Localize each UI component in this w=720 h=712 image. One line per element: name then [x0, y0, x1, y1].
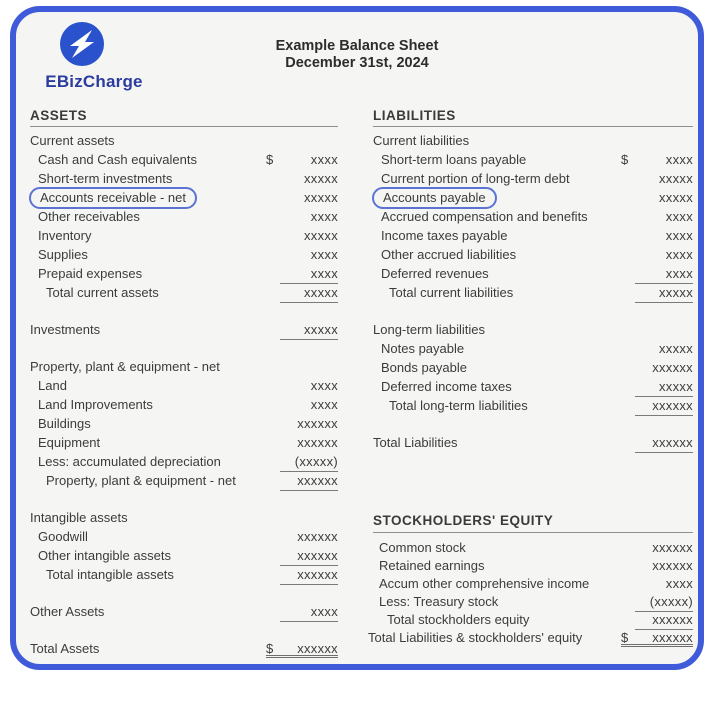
line-item-label: Property, plant & equipment - net — [30, 359, 220, 374]
equity-rows — [368, 539, 693, 647]
line-item-row — [373, 188, 693, 207]
line-item-amount-group — [621, 593, 693, 611]
dollar-sign — [621, 358, 635, 377]
dollar-sign — [266, 226, 280, 245]
line-item-amount-group — [266, 226, 338, 245]
line-item-value: xxxxx — [659, 190, 693, 205]
dollar-sign — [621, 207, 635, 226]
dollar-sign: $ — [266, 641, 274, 656]
line-item-label: Common stock — [379, 540, 466, 555]
line-item-label: Other Assets — [30, 604, 105, 619]
line-item-value — [280, 131, 338, 150]
line-item-label: Retained earnings — [379, 558, 485, 573]
dollar-sign — [266, 207, 280, 226]
line-item-label — [30, 188, 266, 207]
line-item-amount-group — [266, 320, 338, 339]
line-item-amount-group — [266, 546, 338, 565]
line-item-amount-group — [621, 226, 693, 245]
line-item-amount-group — [266, 207, 338, 226]
document-title-line1: Example Balance Sheet — [275, 38, 439, 54]
line-item-amount-group — [266, 433, 338, 452]
line-item-row — [30, 376, 338, 395]
line-item-value: xxxx — [665, 152, 693, 167]
line-item-label: Total current liabilities — [389, 285, 514, 300]
line-item-value: xxxxx — [280, 283, 338, 302]
line-item-value: xxxxx — [280, 320, 338, 339]
line-item-row — [373, 150, 693, 169]
dollar-sign — [266, 508, 280, 527]
line-item-amount-group — [621, 377, 693, 396]
line-item-amount-group — [621, 358, 693, 377]
line-item-row — [373, 377, 693, 396]
line-item-label — [373, 188, 621, 207]
line-item-row — [373, 396, 693, 415]
line-item-label: Short-term loans payable — [381, 152, 527, 167]
line-item-label: Investments — [30, 322, 101, 337]
line-item-value: xxxxxx — [635, 433, 693, 452]
line-item-value: xxxx — [665, 209, 693, 224]
line-item-value: xxxxxx — [280, 565, 338, 584]
line-item-amount-group — [621, 207, 693, 226]
dollar-sign — [266, 395, 280, 414]
line-item-amount-group — [621, 131, 693, 150]
line-item-amount-group — [266, 150, 338, 169]
line-item-value: xxxxxx — [280, 471, 338, 490]
document-title — [16, 38, 698, 72]
liabilities-equity-column — [368, 108, 693, 647]
line-item-row — [30, 452, 338, 471]
dollar-sign — [266, 433, 280, 452]
line-item-row — [30, 131, 338, 150]
line-item-amount-group — [621, 629, 693, 647]
document-title-line2: December 31st, 2024 — [285, 55, 429, 71]
line-item-row — [30, 414, 338, 433]
assets-header: ASSETS — [30, 108, 338, 127]
dollar-sign — [266, 602, 280, 621]
line-item-value: (xxxxx) — [635, 593, 693, 611]
liabilities-rows — [373, 131, 693, 452]
dollar-sign — [621, 188, 635, 207]
line-item-value: xxxx — [310, 378, 338, 393]
dollar-sign — [266, 188, 280, 207]
line-item-value: xxxxxx — [635, 611, 693, 629]
line-item-row — [30, 169, 338, 188]
line-item-amount-group — [266, 471, 338, 490]
line-item-amount-group — [266, 527, 338, 546]
line-item-value — [280, 357, 338, 376]
dollar-sign — [621, 264, 635, 283]
line-item-amount-group — [266, 264, 338, 283]
line-item-row — [373, 539, 693, 557]
dollar-sign: $ — [621, 630, 629, 645]
line-item-label: Current assets — [30, 133, 115, 148]
line-item-value: xxxxxx — [297, 529, 338, 544]
line-item-label: Income taxes payable — [381, 228, 508, 243]
balance-sheet-card — [10, 6, 704, 670]
dollar-sign — [266, 565, 280, 584]
line-item-amount-group — [266, 376, 338, 395]
line-item-label: Other receivables — [38, 209, 140, 224]
dollar-sign — [266, 283, 280, 302]
line-item-amount-group — [266, 169, 338, 188]
dollar-sign — [621, 226, 635, 245]
line-item-label: Notes payable — [381, 341, 465, 356]
line-item-amount-group — [621, 339, 693, 358]
line-item-value: xxxxxx — [652, 558, 693, 573]
dollar-sign: $ — [266, 152, 274, 167]
dollar-sign — [621, 131, 635, 150]
line-item-label: Intangible assets — [30, 510, 128, 525]
line-item-value: xxxxx — [659, 341, 693, 356]
line-item-amount-group — [266, 395, 338, 414]
dollar-sign — [621, 433, 635, 452]
line-item-label: Less: accumulated depreciation — [38, 454, 221, 469]
line-item-label: Goodwill — [38, 529, 88, 544]
line-item-value: xxxxx — [635, 283, 693, 302]
dollar-sign — [266, 471, 280, 490]
line-item-value: xxxxxx — [297, 641, 338, 656]
line-item-value: xxxxxx — [635, 396, 693, 415]
dollar-sign — [621, 377, 635, 396]
line-item-amount-group — [266, 283, 338, 302]
line-item-label: Land Improvements — [38, 397, 153, 412]
line-item-label: Total intangible assets — [46, 567, 174, 582]
dollar-sign — [621, 575, 635, 593]
line-item-row — [373, 611, 693, 629]
line-item-row — [30, 320, 338, 339]
line-item-amount-group — [266, 414, 338, 433]
line-item-value — [280, 508, 338, 527]
line-item-label: Total Liabilities — [373, 435, 458, 450]
line-item-row — [373, 593, 693, 611]
line-item-amount-group — [266, 639, 338, 658]
line-item-amount-group — [266, 565, 338, 584]
line-item-label: Inventory — [38, 228, 92, 243]
dollar-sign — [621, 593, 635, 611]
line-item-amount-group — [621, 169, 693, 188]
dollar-sign — [621, 283, 635, 302]
line-item-amount-group — [621, 150, 693, 169]
dollar-sign — [266, 264, 280, 283]
line-item-row — [373, 283, 693, 302]
line-item-label: Land — [38, 378, 67, 393]
circled-annotation: Accounts receivable - net — [29, 187, 197, 209]
line-item-row — [373, 207, 693, 226]
line-item-amount-group — [621, 320, 693, 339]
line-item-row — [373, 433, 693, 452]
line-item-amount-group — [621, 611, 693, 629]
line-item-row — [30, 546, 338, 565]
line-item-value: xxxxxx — [280, 546, 338, 565]
line-item-row — [373, 226, 693, 245]
dollar-sign — [266, 245, 280, 264]
line-item-value: xxxxxx — [297, 416, 338, 431]
line-item-label: Other accrued liabilities — [381, 247, 517, 262]
line-item-row — [30, 245, 338, 264]
line-item-row — [373, 264, 693, 283]
line-item-value: xxxx — [280, 264, 338, 283]
line-item-label: Equipment — [38, 435, 101, 450]
line-item-row — [30, 639, 338, 658]
line-item-row — [30, 226, 338, 245]
dollar-sign — [266, 169, 280, 188]
line-item-label: Current liabilities — [373, 133, 470, 148]
line-item-row — [30, 264, 338, 283]
line-item-row — [30, 433, 338, 452]
dollar-sign — [266, 527, 280, 546]
line-item-value: xxxxxx — [652, 360, 693, 375]
line-item-label: Prepaid expenses — [38, 266, 143, 281]
line-item-value: xxxxx — [635, 377, 693, 396]
line-item-amount-group — [621, 575, 693, 593]
line-item-amount-group — [621, 245, 693, 264]
line-item-row — [368, 629, 693, 647]
dollar-sign — [621, 245, 635, 264]
line-item-value — [635, 320, 693, 339]
line-item-amount-group — [266, 452, 338, 471]
circled-annotation: Accounts payable — [372, 187, 497, 209]
line-item-label: Total current assets — [46, 285, 159, 300]
line-item-row — [30, 565, 338, 584]
line-item-value: xxxxxx — [297, 435, 338, 450]
line-item-amount-group — [266, 245, 338, 264]
line-item-label: Less: Treasury stock — [379, 594, 499, 609]
line-item-value: xxxx — [665, 247, 693, 262]
line-item-row — [30, 602, 338, 621]
line-item-row — [373, 358, 693, 377]
line-item-amount-group — [266, 131, 338, 150]
line-item-row — [30, 207, 338, 226]
line-item-label: Current portion of long-term debt — [381, 171, 570, 186]
dollar-sign — [621, 539, 635, 557]
line-item-value: xxxxxx — [652, 540, 693, 555]
line-item-amount-group — [621, 283, 693, 302]
line-item-value: xxxxxx — [652, 630, 693, 645]
dollar-sign — [621, 396, 635, 415]
line-item-label: Property, plant & equipment - net — [46, 473, 236, 488]
dollar-sign — [266, 546, 280, 565]
line-item-value: xxxx — [280, 602, 338, 621]
line-item-row — [30, 527, 338, 546]
dollar-sign — [621, 611, 635, 629]
line-item-value: xxxxx — [659, 171, 693, 186]
line-item-label: Total Liabilities & stockholders' equity — [368, 630, 583, 645]
equity-header: STOCKHOLDERS' EQUITY — [373, 513, 693, 533]
brand-wordmark: EBizCharge — [45, 72, 143, 91]
dollar-sign — [621, 320, 635, 339]
line-item-row — [30, 188, 338, 207]
line-item-value: xxxx — [310, 247, 338, 262]
line-item-value: xxxx — [665, 228, 693, 243]
line-item-value: xxxxx — [304, 171, 338, 186]
dollar-sign — [266, 131, 280, 150]
line-item-label: Total Assets — [30, 641, 100, 656]
line-item-row — [30, 508, 338, 527]
dollar-sign — [621, 557, 635, 575]
line-item-value: xxxxx — [304, 228, 338, 243]
line-item-value: xxxx — [310, 152, 338, 167]
line-item-value: xxxxx — [304, 190, 338, 205]
line-item-label: Accum other comprehensive income — [379, 576, 590, 591]
dollar-sign — [621, 339, 635, 358]
line-item-row — [373, 557, 693, 575]
line-item-row — [373, 575, 693, 593]
line-item-label: Total stockholders equity — [387, 612, 530, 627]
line-item-value: xxxx — [635, 264, 693, 283]
line-item-amount-group — [621, 557, 693, 575]
dollar-sign — [266, 320, 280, 339]
line-item-value: xxxx — [310, 209, 338, 224]
dollar-sign — [266, 376, 280, 395]
line-item-amount-group — [266, 602, 338, 621]
dollar-sign: $ — [621, 152, 629, 167]
line-item-label: Bonds payable — [381, 360, 468, 375]
line-item-row — [373, 245, 693, 264]
dollar-sign — [621, 169, 635, 188]
line-item-row — [373, 169, 693, 188]
line-item-label: Short-term investments — [38, 171, 173, 186]
line-item-label: Other intangible assets — [38, 548, 171, 563]
dollar-sign — [266, 414, 280, 433]
line-item-value: xxxx — [310, 397, 338, 412]
line-item-label: Supplies — [38, 247, 88, 262]
line-item-label: Buildings — [38, 416, 91, 431]
line-item-row — [373, 320, 693, 339]
line-item-row — [30, 150, 338, 169]
line-item-amount-group — [621, 539, 693, 557]
line-item-amount-group — [266, 508, 338, 527]
line-item-label: Deferred revenues — [381, 266, 489, 281]
line-item-label: Deferred income taxes — [381, 379, 512, 394]
line-item-label: Accrued compensation and benefits — [381, 209, 588, 224]
line-item-amount-group — [621, 188, 693, 207]
line-item-amount-group — [266, 357, 338, 376]
line-item-value: (xxxxx) — [280, 452, 338, 471]
dollar-sign — [266, 452, 280, 471]
assets-column — [30, 108, 338, 658]
dollar-sign — [266, 357, 280, 376]
line-item-row — [30, 357, 338, 376]
line-item-row — [30, 283, 338, 302]
line-item-row — [30, 471, 338, 490]
line-item-amount-group — [621, 433, 693, 452]
line-item-row — [30, 395, 338, 414]
assets-rows — [30, 131, 338, 658]
liabilities-header: LIABILITIES — [373, 108, 693, 127]
line-item-label: Total long-term liabilities — [389, 398, 528, 413]
line-item-row — [373, 131, 693, 150]
line-item-row — [373, 339, 693, 358]
line-item-amount-group — [621, 264, 693, 283]
line-item-amount-group — [266, 188, 338, 207]
line-item-value: xxxx — [665, 576, 693, 591]
line-item-amount-group — [621, 396, 693, 415]
line-item-value — [635, 131, 693, 150]
line-item-label: Long-term liabilities — [373, 322, 485, 337]
line-item-label: Cash and Cash equivalents — [38, 152, 197, 167]
